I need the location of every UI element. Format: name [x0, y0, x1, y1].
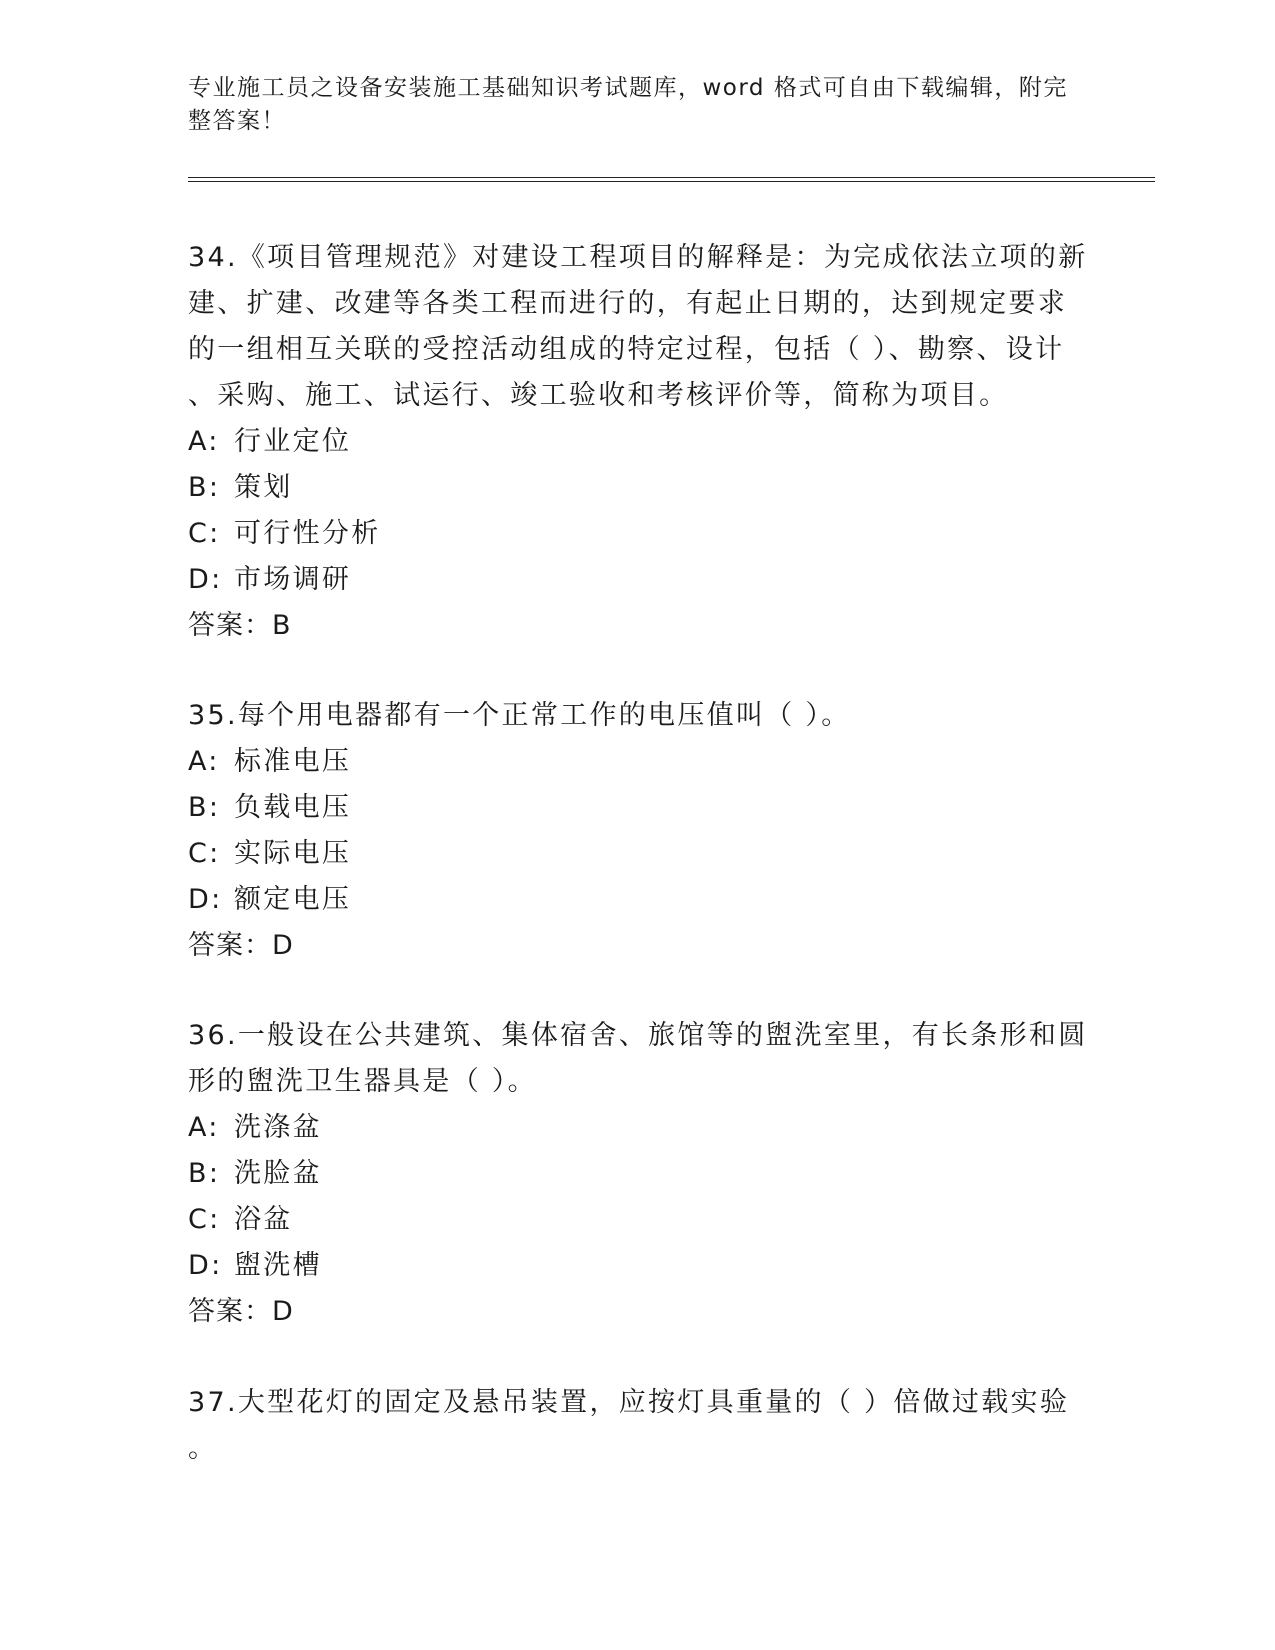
question-34 [188, 235, 1088, 649]
option-text: 行业定位 [234, 426, 352, 457]
option-b [188, 785, 1088, 831]
option-text: 额定电压 [234, 884, 352, 915]
option-text: 市场调研 [234, 564, 352, 595]
question-37 [188, 1380, 1088, 1472]
option-text: 浴盆 [234, 1204, 293, 1235]
option-text: 洗脸盆 [234, 1158, 322, 1189]
answer: 答案：D [188, 1296, 294, 1327]
question-line: 、采购、施工、试运行、竣工验收和考核评价等，简称为项目。 [188, 380, 1009, 411]
option-key: C: [188, 1204, 221, 1235]
header-line-2: 整答案！ [188, 108, 286, 134]
option-d [188, 557, 1088, 603]
option-text: 洗涤盆 [234, 1112, 322, 1143]
question-35 [188, 693, 1088, 969]
option-key: D: [188, 884, 223, 915]
option-text: 标准电压 [234, 746, 352, 777]
option-text: 负载电压 [234, 792, 352, 823]
option-text: 可行性分析 [234, 518, 381, 549]
option-key: D: [188, 564, 223, 595]
document-header [188, 72, 1068, 138]
answer: 答案：D [188, 930, 294, 961]
option-a [188, 1105, 1088, 1151]
question-line: 36.一般设在公共建筑、集体宿舍、旅馆等的盥洗室里，有长条形和圆 [188, 1020, 1088, 1051]
option-c [188, 1197, 1088, 1243]
option-key: D: [188, 1250, 223, 1281]
option-key: C: [188, 518, 221, 549]
option-c [188, 511, 1088, 557]
option-d [188, 877, 1088, 923]
option-b [188, 1151, 1088, 1197]
question-line: 。 [188, 1433, 218, 1464]
option-d [188, 1243, 1088, 1289]
question-line: 37.大型花灯的固定及悬吊装置，应按灯具重量的（ ）倍做过载实验 [188, 1387, 1070, 1418]
question-line: 的一组相互关联的受控活动组成的特定过程，包括（ ）、勘察、设计 [188, 334, 1065, 365]
option-text: 盥洗槽 [234, 1250, 322, 1281]
question-line: 建、扩建、改建等各类工程而进行的，有起止日期的，达到规定要求 [188, 288, 1067, 319]
question-36 [188, 1013, 1088, 1335]
option-key: B: [188, 792, 221, 823]
option-key: A: [188, 426, 220, 457]
option-text: 策划 [234, 472, 293, 503]
header-line-1: 专业施工员之设备安装施工基础知识考试题库，word 格式可自由下载编辑，附完 [188, 75, 1068, 101]
question-line: 形的盥洗卫生器具是（ ）。 [188, 1066, 537, 1097]
option-key: A: [188, 746, 220, 777]
question-line: 35.每个用电器都有一个正常工作的电压值叫（ ）。 [188, 700, 851, 731]
question-line: 34.《项目管理规范》对建设工程项目的解释是：为完成依法立项的新 [188, 242, 1088, 273]
option-key: B: [188, 472, 221, 503]
option-key: B: [188, 1158, 221, 1189]
option-text: 实际电压 [234, 838, 352, 869]
option-a [188, 739, 1088, 785]
option-a [188, 419, 1088, 465]
header-divider [188, 177, 1155, 182]
option-b [188, 465, 1088, 511]
option-c [188, 831, 1088, 877]
answer: 答案：B [188, 610, 292, 641]
option-key: A: [188, 1112, 220, 1143]
option-key: C: [188, 838, 221, 869]
